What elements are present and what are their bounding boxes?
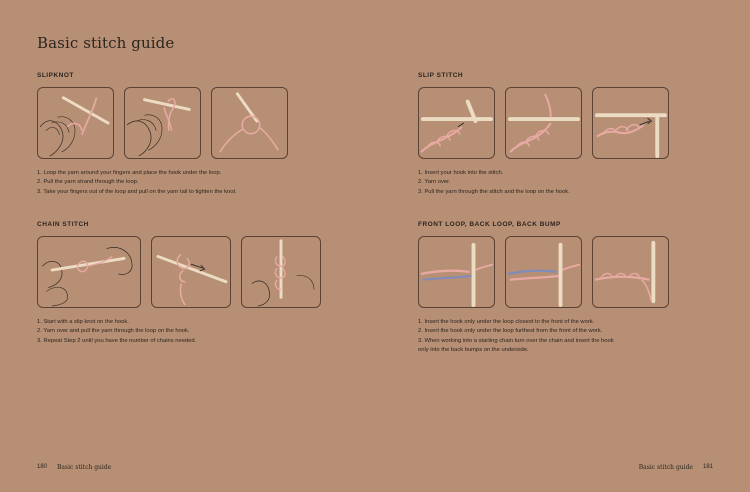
back-loop-illustration (505, 236, 582, 308)
chain-stitch-illustration-3 (241, 236, 321, 308)
front-loop-illustration (418, 236, 495, 308)
back-bump-illustration (592, 236, 669, 308)
chain-stitch-illustration-1 (37, 236, 141, 308)
chain-stitch-steps (37, 318, 321, 346)
slip-stitch-heading: SLIP STITCH (418, 72, 464, 79)
chain-step-3: 3. Repeat Step 2 until you have the number of chains needed. (37, 337, 197, 344)
right-running-head: Basic stitch guide (638, 464, 693, 471)
loops-step-2: 2. Insert the hook only under the loop furthest from the front of the work. (418, 328, 603, 335)
slip-stitch-illustration-2 (505, 87, 582, 159)
loops-step-1: 1. Insert the hook only under the loop closest to the front of the work. (418, 319, 595, 325)
slipknot-steps (37, 169, 288, 197)
chain-step-1: 1. Start with a slip knot on the hook. (37, 319, 129, 325)
slip-step-1: 1. Insert your hook into the stitch. (418, 170, 504, 176)
chain-stitch-section (37, 220, 321, 346)
chain-step-2: 2. Yarn over and pull the yarn through the loop on the hook. (37, 328, 190, 335)
loops-heading: FRONT LOOP, BACK LOOP, BACK BUMP (418, 221, 561, 228)
slip-stitch-illustration-3 (592, 87, 669, 159)
loops-section (418, 220, 669, 355)
slipknot-step-3: 3. Take your fingers out of the loop and pull on the yarn tail to tighten the knot. (37, 188, 237, 195)
slip-stitch-illustration-1 (418, 87, 495, 159)
right-page-footer (639, 464, 713, 471)
slipknot-step-2: 2. Pull the yarn strand through the loop. (37, 179, 139, 186)
page-title: Basic stitch guide (37, 34, 175, 52)
slipknot-section (37, 71, 288, 197)
chain-stitch-heading: CHAIN STITCH (37, 221, 89, 228)
chain-stitch-illustration-2 (151, 236, 231, 308)
slip-step-2: 2. Yarn over. (418, 179, 451, 186)
slipknot-illustration-2 (124, 87, 201, 159)
loops-step-3-continued: only into the back bumps on the underside. (418, 346, 529, 353)
slipknot-step-1: 1. Loop the yarn around your fingers and place the hook under the loop. (37, 170, 222, 176)
slip-step-3: 3. Pull the yarn through the stitch and the loop on the hook. (418, 188, 570, 195)
slipknot-illustration-1 (37, 87, 114, 159)
slipknot-illustration-3 (211, 87, 288, 159)
slipknot-heading: SLIPKNOT (37, 72, 74, 79)
left-page-footer (37, 464, 111, 471)
right-page-number: 181 (702, 464, 713, 470)
loops-step-3: 3. When working into a starting chain turn over the chain and insert the hook (418, 337, 614, 344)
left-running-head: Basic stitch guide (57, 464, 112, 471)
slip-stitch-section (418, 71, 669, 197)
left-page-number: 180 (37, 464, 48, 470)
slip-stitch-steps (418, 169, 669, 197)
loops-steps (418, 318, 669, 355)
